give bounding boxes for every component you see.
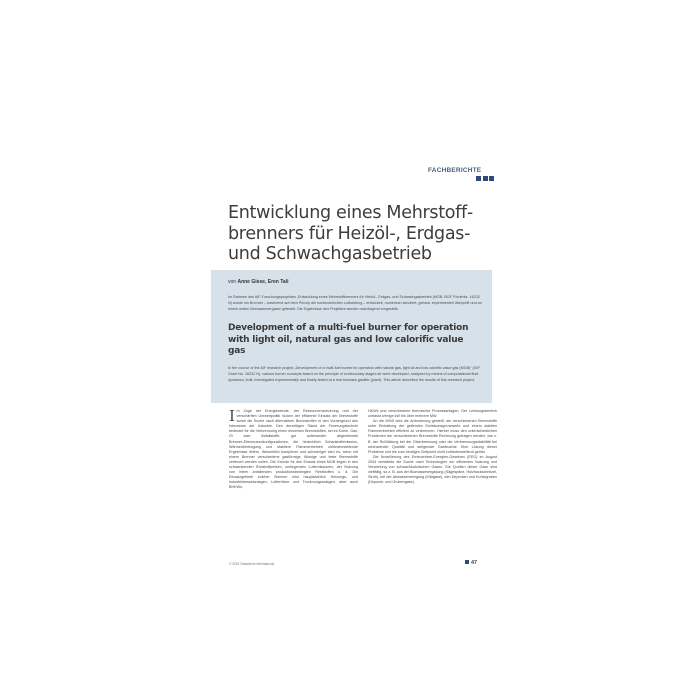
footer-copyright: © 2015 Gaswärme International	[229, 562, 275, 566]
abstract-english: In the course of the AiF research project „Development of a multi-fuel burner for operation with natural gas, light oil and low calorific value gas (MGB)“ (IGF Grant No. 16232 N), various burner concepts based on the principle of continuously staged air were developed, analyzed by means of computational fluid dynamics, built, investigated experimentally and finally tested at a real biomass gasifier (plant). This article describes the results of this research project.	[228, 365, 480, 382]
body-paragraph: An die MGB wird die Anforderung gestellt, die verschiedenen Brennstoffe unter Einhaltung der geltenden Emissionsgrenzwerte und einem stabilen Flammenbetrieb effizient zu verbrennen. Hierbei muss den unterschiedlichen Problemen der verschiedenen Brennstoffe Rechnung getragen werden, wie z. B. der Rußbildung bei der Ölverbrennung oder der Verbrennungsstabilität bei wechselnder Qualität und steigender Gasfeuchte. Eine Lösung dieser Probleme und bis zum heutigen Zeitpunkt nicht zufriedenstellend gelöst.	[368, 419, 497, 454]
body-paragraph: Die Novellierung des Erneuerbare-Energien-Gesetzes (EEG) im August 2004 verstärkte die Suche nach Technologien zur effizienten Nutzung und Verwertung von schwachkalorischen Gasen. Die Quellen dieser Gase sind vielfältig, so z. B. aus der Biomassevergasung (Sägespäne, Holzhackschnitzel, Stroh), bei der Abwasserreinigung (Klärgase), den Deponien und Kohlegruben (Deponie- und Grubengase).	[368, 454, 497, 485]
page-number-block	[465, 560, 477, 566]
body-column-2	[368, 409, 497, 485]
drop-cap: I	[229, 407, 235, 425]
body-paragraph	[229, 409, 358, 491]
body-column-1	[229, 409, 358, 491]
authors-prefix: von	[228, 279, 237, 285]
authors: Anne Giese, Eren Tali	[237, 279, 289, 285]
page-marker-square	[465, 560, 469, 564]
abstract-german: Im Rahmen des AiF-Forschungsprojektes „Entwicklung eines Mehrstoffbrenners für Heizöl-, Erdgas- und Schwachgasbetrieb (MGB, BGF Förderkz. 16232 N) wurde ein Brenner – basierend auf dem Prinzip der kontinuierlichen Luftstufung – entwickelt, numerisch simuliert, gebaut, experimentell überprüft und an einem realen Biomassevergaser getestet. Die Ergebnisse des Projektes werden nachfolgend vorgestellt.	[228, 295, 482, 311]
authors-line	[228, 279, 483, 286]
body-text: m Zuge der Energiewende, der Ressourcenschonung und der verschärften Umweltpolitik rücken der effiziente Einsatz der Brennstoffe sowie die Suche nach alternativen Brennstoffen in den Vordergrund des Interesses der Industrie. Den derzeitigen Stand der Feuerungstechnik bedeutet für die Verbrennung einen einzelnen Brennstoffes, sei es Kohle, Gas, Öl oder Abfallstoffe, gut aufeinander abgestimmte Brenner-/Brennraumkonfigurationen, die hinsichtlich Schadstoffemission, Wärmeübertragung und stabilem Flammenbetrieb zufriedenstellende Ergebnisse liefern. Wesentlich komplexer und schwieriger wird es, wenn mit einem Brenner verschiedene gasförmige, flüssige und feste Brennstoffe verfeuert werden sollen. Die Gründe für den Einsatz eines MGB liegen in den schwankenden Rohstoffpreisen, umliegenden Luftemissionen, der Nutzung von intern anfallenden produktionsbedingten Reststoffen u. ä. Die Einsatzgebiete solcher Brenner sind hauptsächlich Heizungs- und Industriekesselanlagen, Lufterhitzer und Trocknungsanlagen, aber auch BHKWs,	[229, 409, 358, 490]
abstract-box	[211, 270, 492, 403]
page-number: 47	[471, 560, 478, 566]
english-title: Development of a multi-fuel burner for operation with light oil, natural gas and low calorific value gas	[228, 323, 469, 356]
section-marker-squares	[476, 168, 496, 186]
body-paragraph: HKWs und verschiedene thermische Prozessanlagen. Der Leistungsbereich umfasst wenige kW bis über mehrere MW.	[368, 409, 497, 419]
section-label: FACHBERICHTE	[428, 167, 482, 174]
article-title: Entwicklung eines Mehrstoffbrenners für Heizöl-, Erdgas- und Schwachgasbetrieb	[228, 203, 474, 264]
